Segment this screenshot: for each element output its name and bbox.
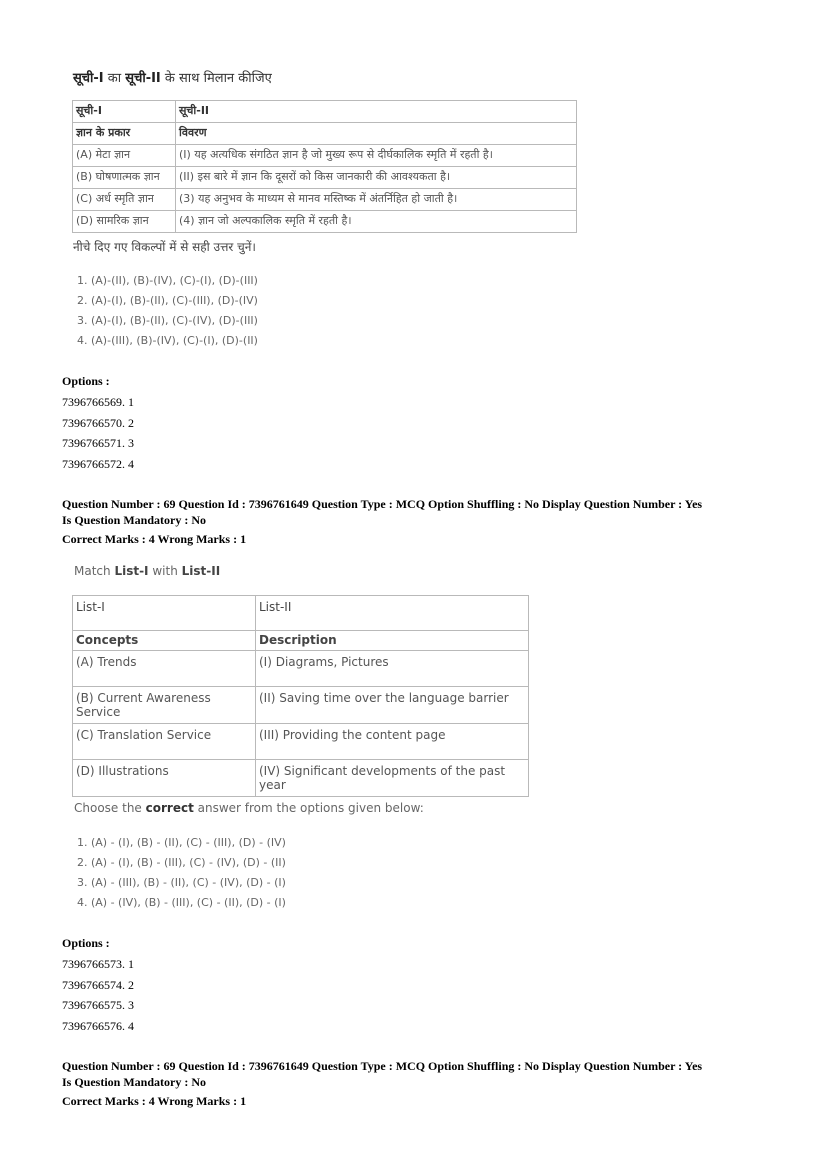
table-cell: (II) इस बारे में ज्ञान कि दूसरों को किस जानकारी की आवश्यकता है। [176, 167, 577, 189]
table-row [73, 211, 577, 233]
table-cell: (D) सामरिक ज्ञान [73, 211, 176, 233]
options-title: Options : [62, 936, 110, 950]
answer-choice: 4. (A)-(III), (B)-(IV), (C)-(I), (D)-(II) [77, 334, 258, 347]
question-meta-1 [62, 496, 782, 547]
heading-rest: के साथ मिलान कीजिए [160, 71, 272, 86]
table-cell: सूची-I [73, 101, 176, 123]
question-meta-2 [62, 1058, 782, 1109]
table-cell: (4) ज्ञान जो अल्पकालिक स्मृति में रहती है। [176, 211, 577, 233]
table-cell: (I) Diagrams, Pictures [256, 651, 529, 687]
question-info-line: Question Number : 69 Question Id : 7396761649 Question Type : MCQ Option Shuffling : No Display Question Number : Yes [62, 497, 703, 511]
answer-choice: 1. (A) - (I), (B) - (II), (C) - (III), (D) - (IV) [77, 836, 286, 849]
english-instruction [74, 801, 424, 815]
heading-list2: सूची-II [125, 71, 161, 86]
table-row [73, 167, 577, 189]
table-cell: List-II [256, 596, 529, 631]
table-row [73, 145, 577, 167]
table-cell: (II) Saving time over the language barrier [256, 687, 529, 724]
table-cell: (D) Illustrations [73, 760, 256, 797]
english-match-table [72, 595, 529, 797]
heading-list1: List-I [114, 564, 149, 578]
table-cell: (C) Translation Service [73, 724, 256, 760]
table-row [73, 651, 529, 687]
table-cell: (A) Trends [73, 651, 256, 687]
table-cell: (B) Current Awareness Service [73, 687, 256, 724]
instruction-suffix: answer from the options given below: [193, 801, 424, 815]
table-cell: List-I [73, 596, 256, 631]
table-row [73, 724, 529, 760]
option-id-line: 7396766572. 4 [62, 456, 134, 471]
option-id-line: 7396766570. 2 [62, 415, 134, 430]
option-id-line: 7396766573. 1 [62, 957, 134, 971]
answer-choice: 3. (A)-(I), (B)-(II), (C)-(IV), (D)-(III) [77, 314, 258, 327]
option-id-line: 7396766575. 3 [62, 998, 134, 1012]
table-cell: Concepts [73, 631, 256, 651]
table-cell: (I) यह अत्यधिक संगठित ज्ञान है जो मुख्य रूप से दीर्घकालिक स्मृति में रहती है। [176, 145, 577, 167]
option-id-line: 7396766574. 2 [62, 977, 134, 992]
table-cell: विवरण [176, 123, 577, 145]
mandatory-line: Is Question Mandatory : No [62, 1075, 207, 1089]
hindi-match-table [72, 100, 577, 233]
table-title-row [73, 596, 529, 631]
table-cell: Description [256, 631, 529, 651]
hindi-instruction: नीचे दिए गए विकल्पों में से सही उत्तर चुनें। [73, 240, 256, 254]
mandatory-line: Is Question Mandatory : No [62, 513, 207, 527]
table-cell: (A) मेटा ज्ञान [73, 145, 176, 167]
answer-choice: 3. (A) - (III), (B) - (II), (C) - (IV), (D) - (I) [77, 876, 286, 889]
table-header-row [73, 123, 577, 145]
answer-choice: 2. (A)-(I), (B)-(II), (C)-(III), (D)-(IV) [77, 294, 258, 307]
answer-choice: 4. (A) - (IV), (B) - (III), (C) - (II), (D) - (I) [77, 896, 286, 909]
options-block-2 [62, 936, 134, 1036]
table-row [73, 687, 529, 724]
table-cell: (C) अर्ध स्मृति ज्ञान [73, 189, 176, 211]
heading-connector: का [103, 71, 126, 86]
instruction-emphasis: correct [145, 801, 194, 815]
table-cell: (III) Providing the content page [256, 724, 529, 760]
table-cell: सूची-II [176, 101, 577, 123]
option-id-line: 7396766571. 3 [62, 436, 134, 450]
table-cell: ज्ञान के प्रकार [73, 123, 176, 145]
instruction-prefix: Choose the [74, 801, 146, 815]
table-header-row [73, 631, 529, 651]
table-row [73, 760, 529, 797]
question-info-line: Question Number : 69 Question Id : 7396761649 Question Type : MCQ Option Shuffling : No Display Question Number : Yes [62, 1059, 703, 1073]
marks-line: Correct Marks : 4 Wrong Marks : 1 [62, 532, 247, 546]
heading-connector: with [148, 564, 182, 578]
table-cell: (3) यह अनुभव के माध्यम से मानव मस्तिष्क में अंतर्निहित हो जाती है। [176, 189, 577, 211]
heading-list2: List-II [181, 564, 221, 578]
marks-line: Correct Marks : 4 Wrong Marks : 1 [62, 1094, 247, 1108]
options-block-1 [62, 374, 134, 474]
answer-choice: 2. (A) - (I), (B) - (III), (C) - (IV), (D) - (II) [77, 856, 286, 869]
english-question-heading [74, 564, 220, 578]
hindi-answer-choices [77, 271, 258, 351]
table-row [73, 189, 577, 211]
option-id-line: 7396766576. 4 [62, 1018, 134, 1033]
english-answer-choices [77, 833, 286, 913]
heading-list1: सूची-I [73, 71, 104, 86]
option-id-line: 7396766569. 1 [62, 395, 134, 409]
table-title-row [73, 101, 577, 123]
options-title: Options : [62, 374, 110, 388]
table-cell: (B) घोषणात्मक ज्ञान [73, 167, 176, 189]
hindi-question-heading [73, 68, 272, 86]
answer-choice: 1. (A)-(II), (B)-(IV), (C)-(I), (D)-(III) [77, 274, 258, 287]
heading-prefix: Match [74, 564, 115, 578]
table-cell: (IV) Significant developments of the past year [256, 760, 529, 797]
